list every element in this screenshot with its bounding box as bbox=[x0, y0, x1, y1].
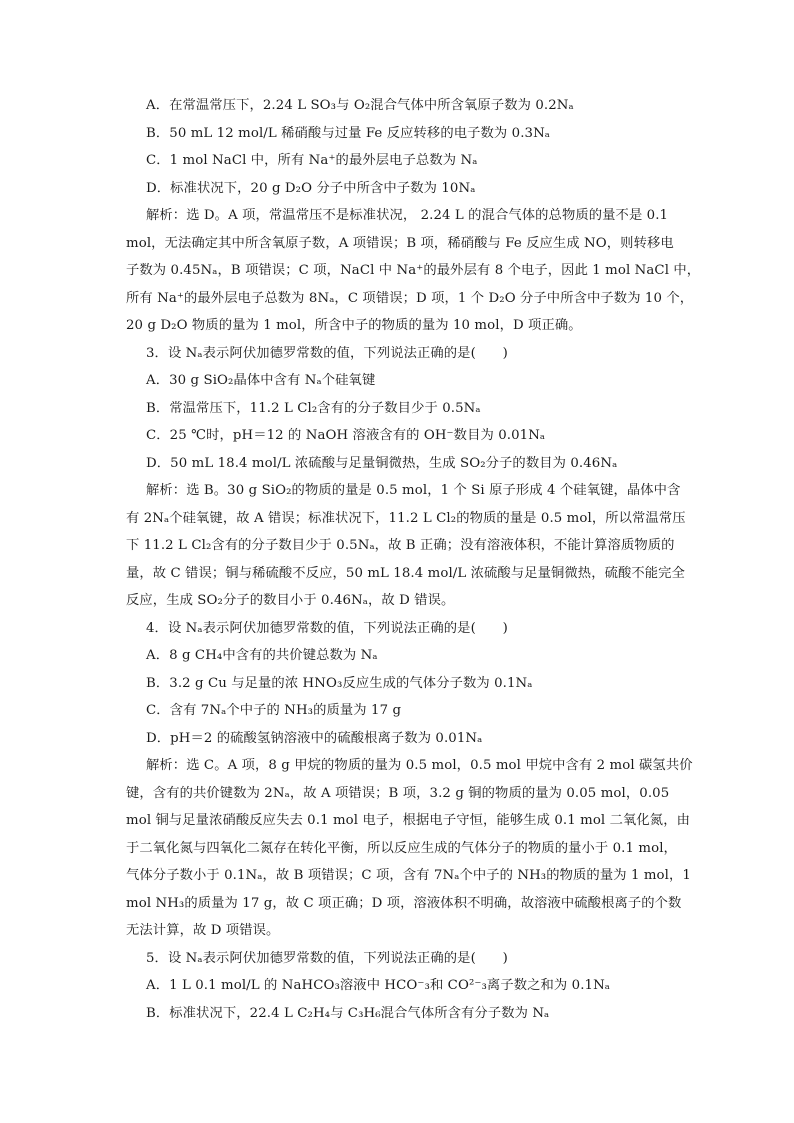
question-line: 3．设 Nₐ表示阿伏加德罗常数的值，下列说法正确的是( ) bbox=[146, 345, 508, 361]
analysis-continuation: 下 11.2 L Cl₂含有的分子数目少于 0.5Nₐ，故 B 正确；没有溶液体积，不能计算溶质物质的 bbox=[126, 538, 675, 553]
analysis-line: 解析：选 D。A 项，常温常压不是标准状况， 2.24 L 的混合气体的总物质的量不是 0.1 bbox=[146, 208, 669, 223]
page-content bbox=[126, 92, 701, 1027]
option-line: D．50 mL 18.4 mol/L 浓硫酸与足量铜微热，生成 SO₂分子的数目为 0.46Nₐ bbox=[146, 455, 618, 471]
analysis-continuation: 于二氧化氮与四氧化二氮存在转化平衡，所以反应生成的气体分子的物质的量小于 0.1 mol， bbox=[126, 840, 677, 856]
option-line: A．30 g SiO₂晶体中含有 Nₐ个硅氧键 bbox=[146, 373, 376, 388]
analysis-continuation: mol NH₃的质量为 17 g，故 C 项正确；D 项，溶液体积不明确，故溶液中硫酸根离子的个数 bbox=[126, 895, 682, 911]
analysis-continuation: mol，无法确定其中所含氧原子数，A 项错误；B 项，稀硝酸与 Fe 反应生成 NO，则转移电 bbox=[126, 235, 674, 251]
analysis-line: 解析：选 C。A 项，8 g 甲烷的物质的量为 0.5 mol，0.5 mol 甲烷中含有 2 mol 碳氢共价 bbox=[146, 758, 693, 773]
analysis-continuation: 反应，生成 SO₂分子的数目小于 0.46Nₐ，故 D 错误。 bbox=[126, 593, 455, 608]
question-line: 5．设 Nₐ表示阿伏加德罗常数的值，下列说法正确的是( ) bbox=[146, 950, 508, 966]
option-line: D．标准状况下，20 g D₂O 分子中所含中子数为 10Nₐ bbox=[146, 180, 476, 196]
analysis-continuation: mol 铜与足量浓硝酸反应失去 0.1 mol 电子，根据电子守恒，能够生成 0.1 mol 二氧化氮，由 bbox=[126, 813, 690, 828]
option-line: C．含有 7Nₐ个中子的 NH₃的质量为 17 g bbox=[146, 703, 402, 718]
option-line: B．3.2 g Cu 与足量的浓 HNO₃反应生成的气体分子数为 0.1Nₐ bbox=[146, 675, 533, 691]
option-line: B．标准状况下，22.4 L C₂H₄与 C₃H₆混合气体所含有分子数为 Nₐ bbox=[146, 1005, 550, 1021]
analysis-continuation: 所有 Na⁺的最外层电子总数为 8Nₐ，C 项错误；D 项，1 个 D₂O 分子中所含中子数为 10 个， bbox=[126, 290, 694, 306]
analysis-continuation: 有 2Nₐ个硅氧键，故 A 错误；标准状况下，11.2 L Cl₂的物质的量是 0.5 mol，所以常温常压 bbox=[126, 510, 686, 526]
option-line: B．50 mL 12 mol/L 稀硝酸与过量 Fe 反应转移的电子数为 0.3Nₐ bbox=[146, 125, 551, 141]
option-line: A．在常温常压下，2.24 L SO₃与 O₂混合气体中所含氧原子数为 0.2Nₐ bbox=[146, 98, 574, 113]
question-line: 4．设 Nₐ表示阿伏加德罗常数的值，下列说法正确的是( ) bbox=[146, 620, 508, 636]
analysis-continuation: 量，故 C 错误；铜与稀硫酸不反应，50 mL 18.4 mol/L 浓硫酸与足量铜微热，硫酸不能完全 bbox=[126, 565, 685, 581]
analysis-continuation: 20 g D₂O 物质的量为 1 mol，所含中子的物质的量为 10 mol，D 项正确。 bbox=[126, 318, 582, 333]
analysis-continuation: 键，含有的共价键数为 2Nₐ，故 A 项错误；B 项，3.2 g 铜的物质的量为 0.05 mol，0.05 bbox=[126, 785, 670, 801]
option-line: C．1 mol NaCl 中，所有 Na⁺的最外层电子总数为 Nₐ bbox=[146, 153, 478, 168]
analysis-continuation: 气体分子数小于 0.1Nₐ，故 B 项错误；C 项，含有 7Nₐ个中子的 NH₃的物质的量为 1 mol，1 bbox=[126, 868, 691, 883]
analysis-continuation: 子数为 0.45Nₐ，B 项错误；C 项，NaCl 中 Na⁺的最外层有 8 个电子，因此 1 mol NaCl 中， bbox=[126, 263, 701, 278]
analysis-continuation: 无法计算，故 D 项错误。 bbox=[126, 923, 280, 938]
option-line: A．8 g CH₄中含有的共价键总数为 Nₐ bbox=[146, 648, 378, 663]
option-line: A．1 L 0.1 mol/L 的 NaHCO₃溶液中 HCO⁻₃和 CO²⁻₃离子数之和为 0.1Nₐ bbox=[146, 978, 611, 993]
option-line: D．pH＝2 的硫酸氢钠溶液中的硫酸根离子数为 0.01Nₐ bbox=[146, 730, 483, 746]
option-line: B．常温常压下，11.2 L Cl₂含有的分子数目少于 0.5Nₐ bbox=[146, 400, 481, 416]
option-line: C．25 ℃时，pH＝12 的 NaOH 溶液含有的 OH⁻数目为 0.01Nₐ bbox=[146, 428, 546, 443]
analysis-line: 解析：选 B。30 g SiO₂的物质的量是 0.5 mol，1 个 Si 原子形成 4 个硅氧键，晶体中含 bbox=[146, 483, 681, 498]
